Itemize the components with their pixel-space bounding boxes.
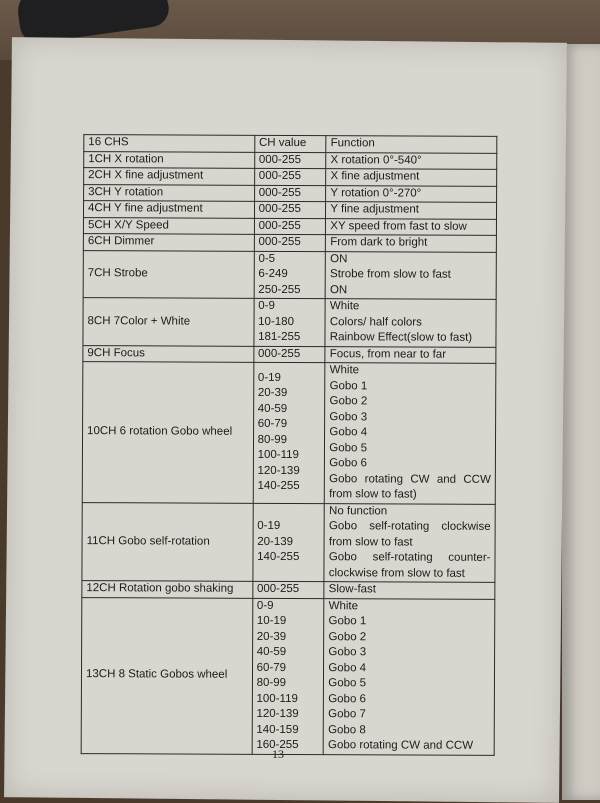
value-range: 250-255 <box>258 283 301 296</box>
value-range: 80-99 <box>257 433 288 446</box>
value-range: 20-39 <box>256 630 287 643</box>
table-row <box>84 151 497 169</box>
function-description: Gobo 1 <box>328 615 367 628</box>
value-range: 000-255 <box>258 202 301 216</box>
channel-cell: 2CH X fine adjustment <box>84 168 255 185</box>
function-description: ON <box>330 252 348 265</box>
value-cell <box>254 201 326 218</box>
function-description: Rainbow Effect(slow to fast) <box>329 331 473 344</box>
value-range: 0-9 <box>258 299 275 312</box>
function-description: XY speed from fast to slow <box>330 219 467 233</box>
value-range: 000-255 <box>256 582 300 596</box>
channel-cell: 10CH 6 rotation Gobo wheel <box>82 362 253 503</box>
table-row <box>84 184 497 202</box>
value-cell <box>254 152 326 169</box>
function-description: White <box>329 364 360 377</box>
function-description: Gobo 3 <box>328 646 367 659</box>
value-cell <box>252 598 324 754</box>
table-row <box>83 217 496 235</box>
value-range: 181-255 <box>258 330 301 344</box>
value-range: 0-5 <box>258 252 276 265</box>
channel-cell: 8CH 7Color + White <box>83 298 254 346</box>
function-description: Y fine adjustment <box>330 203 420 216</box>
header-function: Function <box>326 136 497 153</box>
channel-cell: 6CH Dimmer <box>83 234 254 251</box>
value-range: 40-59 <box>257 402 288 415</box>
function-description: Gobo 4 <box>329 426 368 439</box>
function-description: Gobo rotating CW and CCW <box>327 739 474 752</box>
channel-cell: 4CH Y fine adjustment <box>83 201 254 218</box>
channel-cell: 9CH Focus <box>83 345 254 362</box>
value-cell <box>253 362 325 503</box>
value-cell <box>254 234 326 251</box>
table-row <box>81 597 495 755</box>
channel-cell: 5CH X/Y Speed <box>83 217 254 234</box>
function-description: Gobo 4 <box>328 661 367 674</box>
function-cell <box>324 582 495 599</box>
value-cell <box>254 298 326 346</box>
function-description: X rotation 0°-540° <box>330 153 422 167</box>
function-description: Gobo self-rotating counter-clockwise from slow to fast <box>328 551 491 580</box>
function-description: Gobo 2 <box>329 395 368 408</box>
function-description: Gobo 3 <box>329 410 368 423</box>
value-range: 100-119 <box>257 449 299 462</box>
function-cell <box>325 363 496 504</box>
table-row <box>82 581 495 599</box>
value-range: 120-139 <box>256 707 299 721</box>
value-range: 20-139 <box>257 535 294 548</box>
function-description: Gobo 6 <box>328 692 366 705</box>
table-header-row <box>84 135 497 153</box>
channel-cell: 11CH Gobo self-rotation <box>82 502 253 581</box>
function-cell <box>325 346 496 363</box>
value-range: 60-79 <box>256 661 287 674</box>
function-cell <box>326 185 497 202</box>
value-cell <box>252 581 324 598</box>
function-description: From dark to bright <box>330 236 428 249</box>
function-description: Gobo rotating CW and CCW from slow to fast) <box>329 472 491 501</box>
value-range: 80-99 <box>256 676 287 689</box>
function-cell <box>325 251 496 299</box>
function-cell <box>326 169 497 186</box>
function-cell <box>323 598 494 755</box>
value-range: 60-79 <box>257 418 288 431</box>
function-cell <box>326 218 497 235</box>
table-row <box>83 250 496 299</box>
function-cell <box>326 202 497 219</box>
function-description: X fine adjustment <box>330 170 420 183</box>
function-description: Gobo 5 <box>329 441 368 454</box>
value-range: 140-159 <box>256 723 299 736</box>
value-range: 20-39 <box>257 387 288 400</box>
value-range: 000-255 <box>258 219 301 232</box>
value-range: 6-249 <box>258 267 288 280</box>
function-description: White <box>329 300 360 313</box>
function-cell <box>325 299 496 347</box>
value-range: 10-180 <box>258 315 295 328</box>
function-description: White <box>328 599 359 612</box>
value-range: 0-19 <box>257 371 281 384</box>
value-range: 000-255 <box>258 153 302 166</box>
dmx-channel-table <box>81 134 498 755</box>
value-range: 000-255 <box>258 186 301 199</box>
value-range: 000-255 <box>258 347 301 360</box>
function-description: No function <box>329 504 388 517</box>
value-range: 0-9 <box>256 599 274 612</box>
table-row <box>83 201 496 219</box>
channel-cell: 12CH Rotation gobo shaking <box>82 581 253 598</box>
value-range: 140-255 <box>257 480 300 493</box>
function-description: Slow-fast <box>328 583 377 596</box>
header-channels: 16 CHS <box>84 135 255 152</box>
function-cell <box>324 503 495 582</box>
function-cell <box>326 152 497 169</box>
table-body <box>81 135 497 755</box>
table-row <box>84 168 497 186</box>
channel-cell: 7CH Strobe <box>83 250 254 298</box>
page-number: 13 <box>272 747 284 761</box>
function-description: Gobo 1 <box>329 379 368 392</box>
value-cell <box>254 185 326 202</box>
value-range: 40-59 <box>256 645 287 658</box>
function-description: ON <box>329 283 348 296</box>
value-range: 0-19 <box>257 519 281 532</box>
value-range: 160-255 <box>256 738 299 752</box>
function-description: Gobo self-rotating clockwise from slow to fast <box>328 520 491 549</box>
table-row <box>82 502 495 582</box>
channel-cell: 3CH Y rotation <box>84 184 255 201</box>
function-description: Gobo 2 <box>328 630 367 643</box>
value-range: 000-255 <box>258 235 301 249</box>
facing-page-edge <box>562 44 600 800</box>
function-description: Gobo 5 <box>328 677 367 690</box>
function-description: Gobo 6 <box>329 457 368 470</box>
value-range: 10-19 <box>256 614 287 627</box>
value-cell <box>253 346 325 363</box>
channel-cell: 13CH 8 Static Gobos wheel <box>81 597 252 754</box>
value-range: 000-255 <box>258 169 302 183</box>
value-cell <box>254 251 326 299</box>
function-description: Focus, from near to far <box>329 347 447 361</box>
table-row <box>82 362 496 504</box>
value-cell <box>254 218 326 235</box>
table-row <box>83 298 496 347</box>
function-description: Strobe from slow to fast <box>330 268 451 281</box>
value-cell <box>253 503 325 582</box>
channel-cell: 1CH X rotation <box>84 151 255 168</box>
function-description: Gobo 8 <box>328 723 366 736</box>
value-range: 120-139 <box>257 464 300 477</box>
header-ch-value: CH value <box>254 135 326 152</box>
function-description: Gobo 7 <box>328 708 366 721</box>
table-row <box>83 234 496 252</box>
value-range: 140-255 <box>257 550 300 564</box>
value-range: 100-119 <box>256 692 298 705</box>
value-cell <box>254 168 326 185</box>
table-row <box>83 345 496 363</box>
function-description: Colors/ half colors <box>329 315 422 329</box>
function-cell <box>326 235 497 252</box>
function-description: Y rotation 0°-270° <box>330 186 422 200</box>
